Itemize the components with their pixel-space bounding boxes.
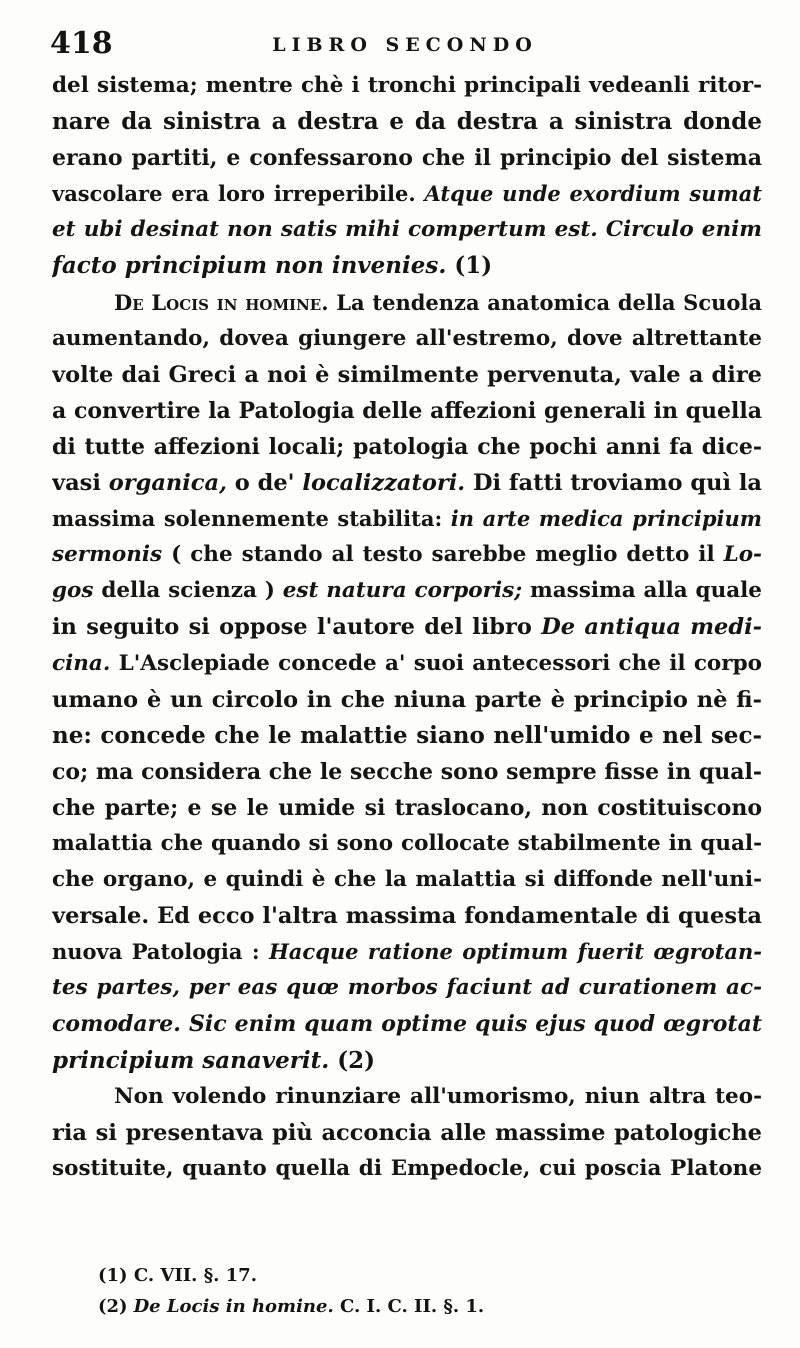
text-line: [52, 501, 762, 537]
text-line: a convertire la Patologia delle affezioni generali in quella: [52, 397, 762, 424]
text-span: o de': [234, 470, 295, 497]
body-text: [52, 68, 762, 1187]
text-line: [52, 646, 762, 682]
text-line: sostituite, quanto quella di Empedocle, cui poscia Platone: [52, 1155, 762, 1181]
text-line: versale. Ed ecco l'altra massima fondamentale di questa: [52, 903, 762, 930]
text-line: [52, 1043, 762, 1079]
latin-quote-line: comodare. Sic enim quam optime quis ejus quod œgrotat: [52, 1011, 762, 1038]
italic-term: organica,: [108, 470, 227, 497]
latin-quote-line: et ubi desinat non satis mihi compertum est. Circulo enim: [52, 217, 762, 243]
text-span: vasi: [52, 470, 101, 497]
latin-quote-line: tes partes, per eas quœ morbos faciunt ad curationem ac-: [52, 975, 762, 1001]
latin-quote: in arte medica principium: [450, 506, 762, 532]
latin-quote: Atque unde exordium sumat: [424, 181, 762, 207]
text-line: ne: concede che le malattie siano nell'umido e nel sec-: [52, 721, 762, 749]
footnote-marker: (2): [98, 1296, 128, 1317]
text-line: nare da sinistra a destra e da destra a sinistra donde: [52, 108, 762, 136]
latin-quote: Hacque ratione optimum fuerit œgrotan-: [268, 939, 762, 965]
text-line: malattia che quando si sono collocate stabilmente in qual-: [52, 830, 762, 856]
text-line: Non volendo rinunziare all'umorismo, niun altra teo-: [114, 1083, 762, 1109]
text-line: erano partiti, e confessarono che il principio del sistema: [52, 145, 762, 172]
text-line: di tutte affezioni locali; patologia che pochi anni fa dice-: [52, 433, 762, 460]
latin-quote: facto principium non invenies.: [52, 252, 447, 280]
text-line: [52, 537, 762, 573]
text-line: del sistema; mentre chè i tronchi principali vedeanli ritor-: [52, 73, 762, 98]
latin-quote: principium sanaverit.: [52, 1046, 330, 1074]
footnotes: [98, 1260, 698, 1322]
footnote-2: [98, 1291, 698, 1322]
latin-quote: est natura corporis;: [282, 578, 523, 604]
text-span: nuova Patologia :: [52, 939, 260, 965]
text-span: massima alla quale: [529, 578, 762, 604]
text-span: massima solennemente stabilita:: [52, 506, 443, 532]
text-span: La tendenza anatomica della Scuola: [336, 289, 762, 315]
text-span: ( che stando al testo sarebbe meglio detto il: [171, 542, 715, 568]
page-header: [50, 26, 760, 66]
latin-quote: sermonis: [52, 542, 163, 568]
text-line: aumentando, dovea giungere all'estremo, dove altrettante: [52, 325, 762, 351]
text-span: L'Asclepiade concede a' suoi antecessori che il corpo: [118, 650, 762, 676]
text-line: che parte; e se le umide si traslocano, non costituiscono: [52, 794, 762, 821]
italic-term: gos: [52, 578, 94, 604]
section-heading: De Locis in homine.: [114, 289, 329, 315]
text-line: [52, 176, 762, 212]
book-title: De Locis in homine.: [133, 1296, 334, 1317]
italic-term: Lo-: [723, 542, 762, 568]
book-title: cina.: [52, 650, 111, 676]
book-title: De antiqua medi-: [541, 614, 762, 641]
running-head: LIBRO SECONDO: [272, 34, 538, 56]
text-span: in seguito si oppose l'autore del libro: [52, 614, 532, 641]
footnote-ref: (1): [454, 252, 493, 280]
text-span: Di fatti troviamo quì la: [472, 470, 762, 497]
text-line: [52, 609, 762, 645]
text-span: vascolare era loro irreperibile.: [52, 181, 416, 207]
footnote-ref: (2): [337, 1046, 376, 1074]
text-line: volte dai Greci a noi è similmente pervenuta, vale a dire: [52, 361, 762, 388]
text-line: co; ma considera che le secche sono sempre fisse in qual-: [52, 758, 762, 785]
footnote-1: (1) C. VII. §. 17.: [98, 1265, 257, 1286]
text-line: [52, 248, 762, 284]
text-line: che organo, e quindi è che la malattia si diffonde nell'uni-: [52, 867, 762, 893]
text-span: della scienza ): [101, 578, 275, 604]
text-line: [52, 573, 762, 609]
italic-term: localizzatori.: [302, 470, 466, 497]
text-line: [52, 934, 762, 970]
text-line: [52, 285, 762, 321]
page-number: 418: [50, 26, 113, 61]
footnote-citation: C. I. C. II. §. 1.: [340, 1296, 485, 1317]
text-line: ria si presentava più acconcia alle massime patologiche: [52, 1119, 762, 1146]
text-line: [52, 465, 762, 501]
text-line: umano è un circolo in che niuna parte è principio nè fi-: [52, 686, 762, 713]
